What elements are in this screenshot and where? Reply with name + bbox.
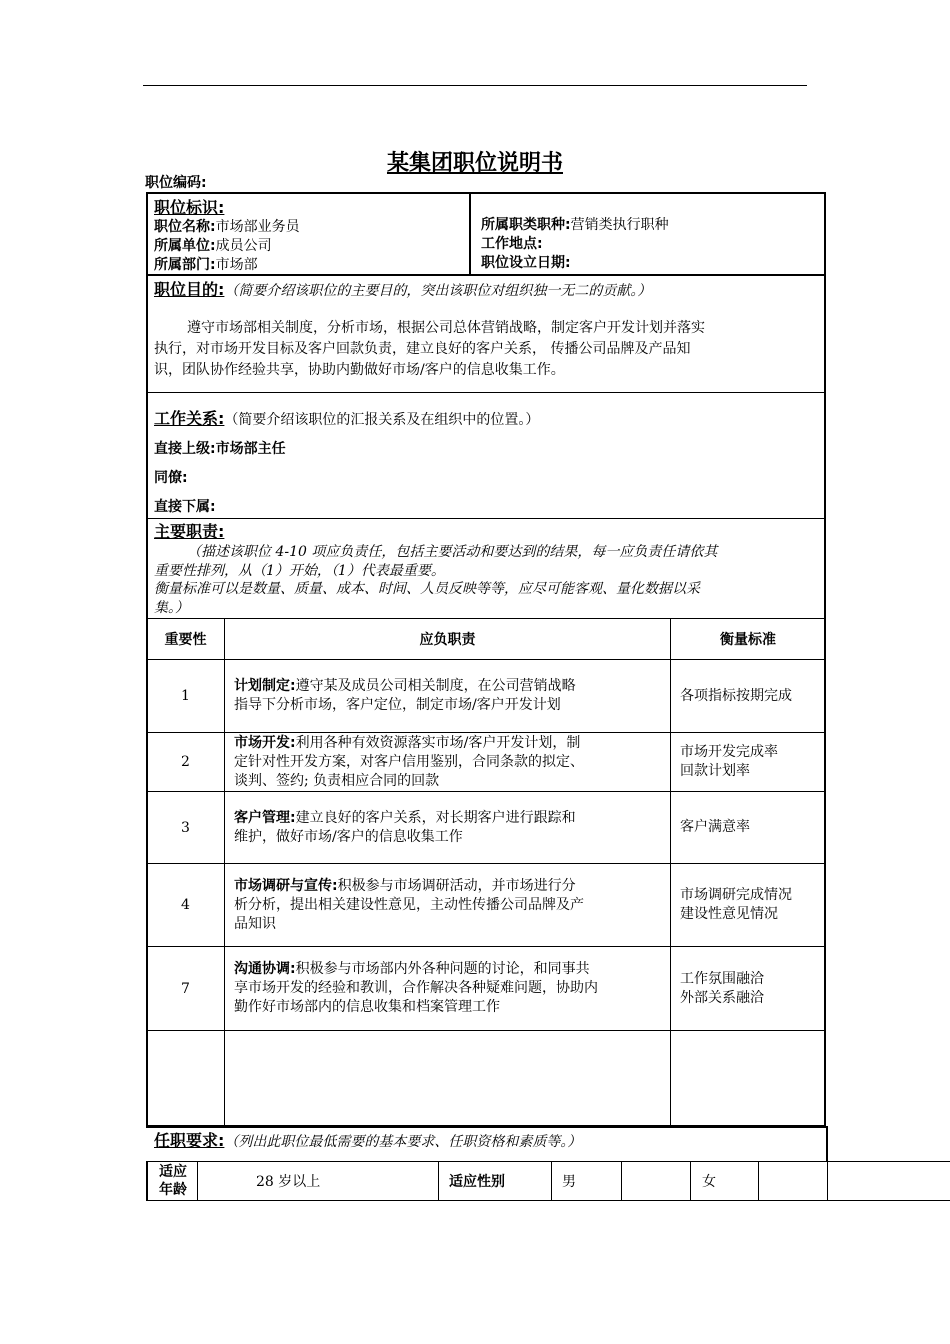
top-rule xyxy=(143,85,807,86)
col-duty-header: 应负职责 xyxy=(419,632,476,648)
age-col-rule-3 xyxy=(551,1161,552,1201)
age-col-rule-4 xyxy=(621,1161,622,1201)
age-label xyxy=(150,1163,196,1199)
duty-line: 定针对性开发方案，对客户信用鉴别，合同条款的拟定、 xyxy=(234,753,584,770)
duty-title: 计划制定: xyxy=(234,678,296,694)
purpose-heading: 职位目的: xyxy=(154,280,225,299)
superior-row xyxy=(154,440,286,459)
duty-line: 利用各种有效资源落实市场/客户开发计划，制 xyxy=(295,734,581,751)
duty-importance: 4 xyxy=(181,897,190,913)
measure-line: 市场调研完成情况 xyxy=(680,887,792,903)
duty-title: 沟通协调: xyxy=(234,961,296,977)
duties-hint-line: 衡量标准可以是数量、质量、成本、时间、人员反映等等，应尽可能客观、量化数据以采 xyxy=(154,581,700,597)
col-measure-header: 衡量标准 xyxy=(720,632,776,648)
relations-hint: （简要介绍该职位的汇报关系及在组织中的位置。） xyxy=(224,412,540,428)
dept-label: 所属部门: xyxy=(154,257,216,273)
identity-heading: 职位标识: xyxy=(154,198,225,217)
position-code-label: 职位编码: xyxy=(145,175,207,191)
setup-date-label: 职位设立日期: xyxy=(481,255,571,271)
dept-row xyxy=(154,256,258,275)
age-col-rule-5 xyxy=(690,1161,691,1201)
purpose-line: 执行，对市场开发目标及客户回款负责，建立良好的客户关系， 传播公司品牌及产品知 xyxy=(154,341,691,357)
duty-description xyxy=(234,733,666,791)
relations-heading-row xyxy=(154,409,539,430)
position-name-row xyxy=(154,218,300,237)
measure-line: 市场开发完成率 xyxy=(680,744,778,760)
peers-label: 同僚: xyxy=(154,470,188,486)
duty-importance: 3 xyxy=(181,819,190,836)
requirements-top-rule xyxy=(146,1126,828,1128)
duty-line: 指导下分析市场，客户定位，制定市场/客户开发计划 xyxy=(234,697,561,713)
age-row-left-rule xyxy=(146,1161,148,1201)
measure-line: 工作氛围融洽 xyxy=(680,970,764,987)
table-rule-5 xyxy=(147,1030,825,1031)
duty-title: 市场调研与宣传: xyxy=(234,877,338,894)
duty-description xyxy=(234,660,666,732)
unit-value: 成员公司 xyxy=(215,238,272,254)
duty-title: 客户管理: xyxy=(234,809,296,826)
position-name-value: 市场部业务员 xyxy=(215,219,300,235)
duty-description xyxy=(234,792,666,863)
duty-importance: 2 xyxy=(181,754,190,770)
duty-measure xyxy=(680,792,824,863)
category-label: 所属职类职种: xyxy=(481,217,571,233)
duty-line: 品知识 xyxy=(234,915,276,932)
duties-heading: 主要职责: xyxy=(154,522,225,541)
measure-line: 回款计划率 xyxy=(680,763,750,779)
col-importance-header: 重要性 xyxy=(164,632,207,648)
age-col-rule-2 xyxy=(438,1161,439,1201)
duty-line: 谈判、签约; 负责相应合同的回款 xyxy=(234,772,440,789)
document-title: 某集团职位说明书 xyxy=(386,151,563,176)
duty-line: 遵守某及成员公司相关制度，在公司营销战略 xyxy=(295,678,576,694)
requirements-heading-row xyxy=(154,1131,581,1152)
age-label-line: 年龄 xyxy=(159,1182,187,1198)
duty-line: 建立良好的客户关系，对长期客户进行跟踪和 xyxy=(295,809,576,826)
relations-bottom-rule xyxy=(147,518,825,519)
duties-hint-line: 集。） xyxy=(154,599,189,616)
unit-row xyxy=(154,237,272,256)
duty-importance: 1 xyxy=(181,688,190,704)
duties-hint-line: 重要性排列，从（1）开始，（1）代表最重要。 xyxy=(154,562,445,579)
table-col-rule-2 xyxy=(670,618,671,1126)
duty-line: 维护，做好市场/客户的信息收集工作 xyxy=(234,828,463,845)
purpose-hint: （简要介绍该职位的主要目的，突出该职位对组织独一无二的贡献。） xyxy=(224,283,652,299)
duty-importance: 7 xyxy=(181,980,190,997)
measure-line: 客户满意率 xyxy=(680,819,750,835)
table-col-rule-1 xyxy=(224,618,225,1126)
measure-line: 建设性意见情况 xyxy=(680,906,778,922)
duty-line: 析分析，提出相关建设性意见，主动性传播公司品牌及产 xyxy=(234,896,584,913)
gender-label: 适应性别 xyxy=(449,1174,505,1190)
purpose-line: 识，团队协作经验共享，协助内勤做好市场/客户的信息收集工作。 xyxy=(154,362,565,378)
superior-label: 直接上级: xyxy=(154,441,216,457)
duty-description xyxy=(234,947,666,1030)
age-row-bottom-rule xyxy=(146,1200,950,1201)
duty-line: 勤作好市场部内的信息收集和档案管理工作 xyxy=(234,999,500,1015)
position-name-label: 职位名称: xyxy=(154,219,216,235)
duty-line: 积极参与市场调研活动，并市场进行分 xyxy=(337,877,576,894)
duty-line: 积极参与市场部内外各种问题的讨论，和同事共 xyxy=(295,961,590,977)
requirements-heading: 任职要求: xyxy=(154,1131,225,1150)
measure-line: 外部关系融洽 xyxy=(680,989,764,1006)
age-col-rule-7 xyxy=(827,1161,828,1201)
age-col-rule-6 xyxy=(758,1161,759,1201)
duty-measure xyxy=(680,947,824,1030)
duties-hint xyxy=(154,543,822,617)
duty-title: 市场开发: xyxy=(234,734,296,751)
age-col-rule-1 xyxy=(197,1161,198,1201)
measure-line: 各项指标按期完成 xyxy=(680,687,792,704)
requirements-right-rule xyxy=(826,1126,828,1162)
purpose-bottom-rule xyxy=(147,392,825,393)
duty-line: 享市场开发的经验和教训，合作解决各种疑难问题，协助内 xyxy=(234,980,598,996)
category-value: 营销类执行职种 xyxy=(570,217,669,233)
identity-divider xyxy=(469,192,471,275)
purpose-text xyxy=(154,318,820,381)
duties-hint-line: （描述该职位 4-10 项应负责任，包括主要活动和要达到的结果，每一应负责任请依其 xyxy=(187,544,718,560)
category-row xyxy=(481,216,669,235)
purpose-heading-row xyxy=(154,280,651,301)
gender-male: 男 xyxy=(562,1174,576,1190)
purpose-line: 遵守市场部相关制度，分析市场，根据公司总体营销战略，制定客户开发计划并落实 xyxy=(187,320,705,336)
gender-female: 女 xyxy=(702,1174,716,1190)
duty-measure xyxy=(680,660,824,732)
dept-value: 市场部 xyxy=(215,257,258,273)
superior-value: 市场部主任 xyxy=(215,441,286,457)
subordinates-label: 直接下属: xyxy=(154,499,216,515)
duty-measure xyxy=(680,864,824,946)
requirements-hint: （列出此职位最低需要的基本要求、任职资格和素质等。） xyxy=(224,1134,582,1150)
relations-heading: 工作关系: xyxy=(154,409,225,428)
duty-measure xyxy=(680,733,824,791)
duty-description xyxy=(234,864,666,946)
age-value: 28 岁以上 xyxy=(256,1174,321,1190)
age-label-line: 适应 xyxy=(159,1164,187,1180)
location-label: 工作地点: xyxy=(481,236,543,252)
unit-label: 所属单位: xyxy=(154,238,216,254)
